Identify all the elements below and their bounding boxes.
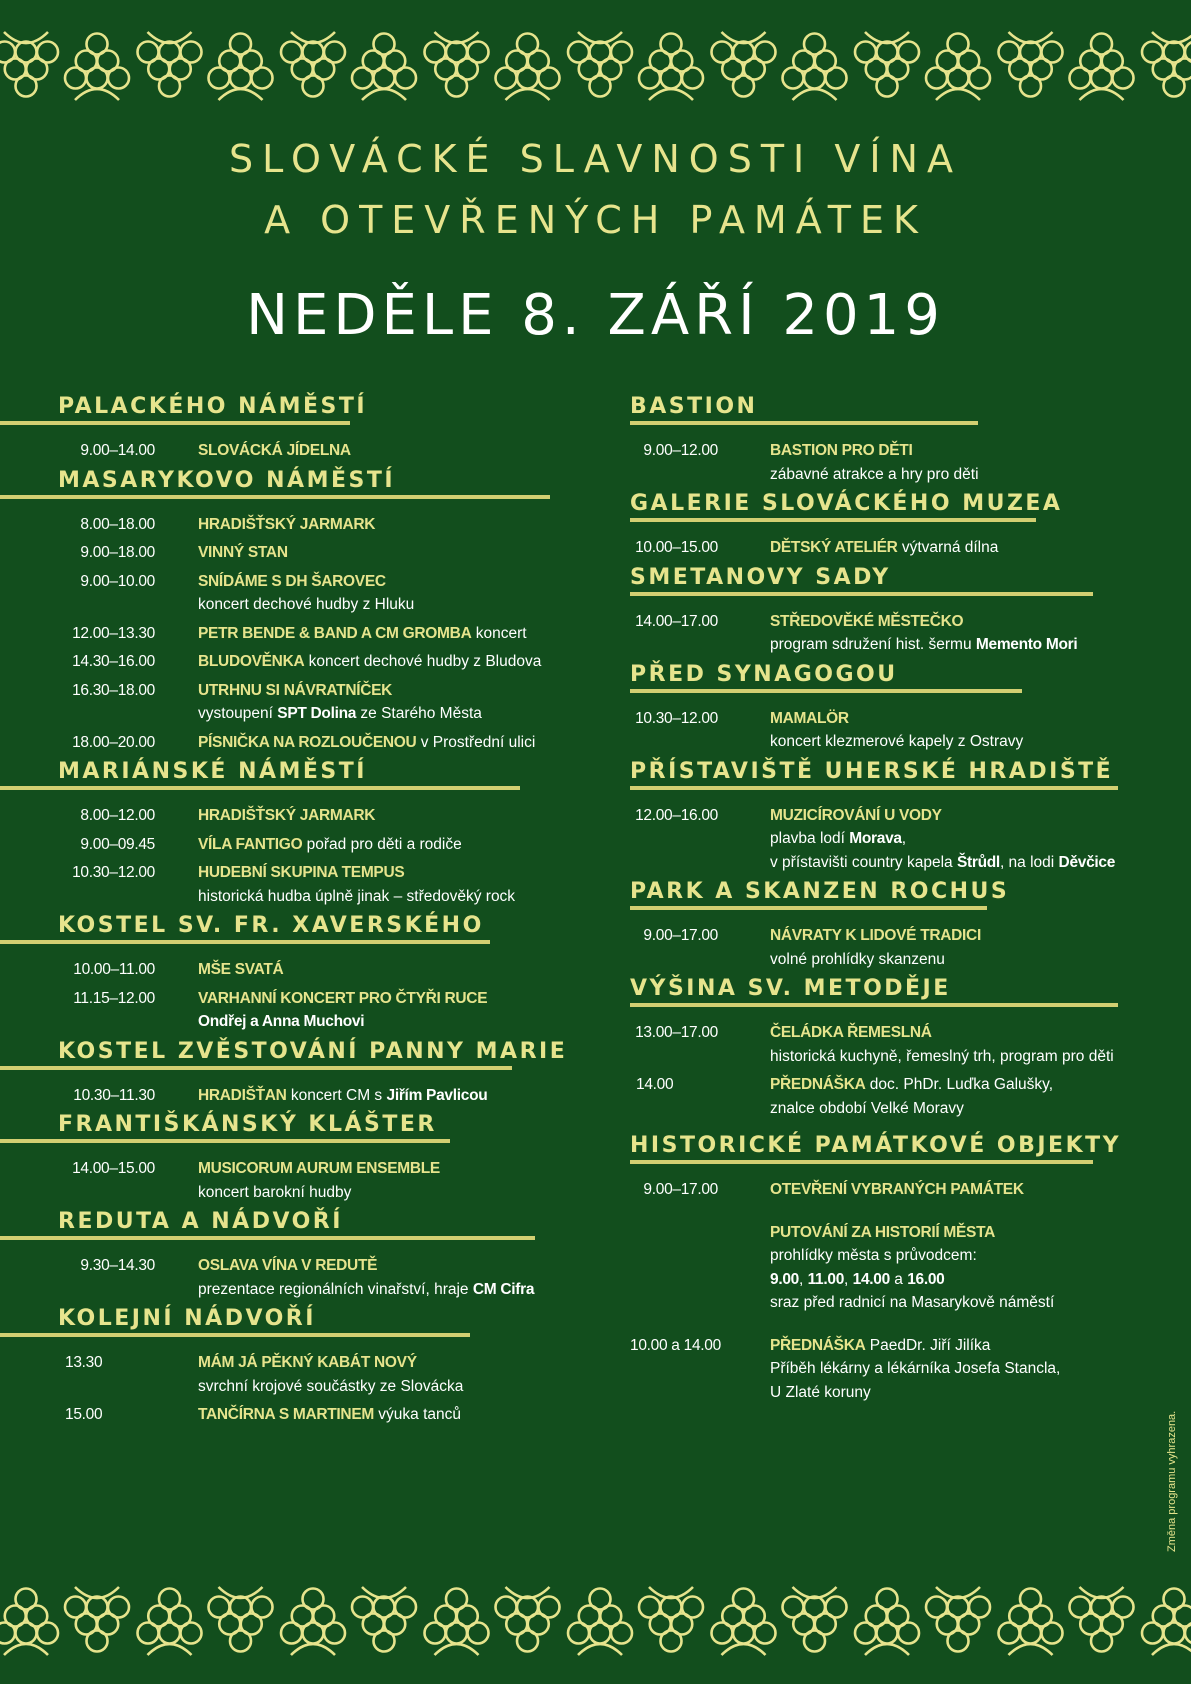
tour-time: 9.00: [770, 1270, 799, 1288]
venue-title: SMETANOVY SADY: [630, 564, 891, 590]
event-description: volné prohlídky skanzenu: [770, 950, 945, 968]
venue-rule: [630, 421, 978, 425]
grape-cluster-icon: [209, 1587, 273, 1652]
venue-rule: [0, 940, 490, 944]
venue-rule: [630, 786, 1118, 790]
event-description: vystoupení: [198, 705, 278, 722]
venue-bastion: [630, 388, 1170, 499]
event-description: sraz před radnicí na Masarykově náměstí: [770, 1294, 1055, 1311]
venue-rule: [630, 592, 1093, 596]
event-item: [0, 1351, 600, 1398]
event-item: [0, 1084, 600, 1108]
tour-time: 11.00: [807, 1270, 845, 1288]
event-name: PŘEDNÁŠKA: [770, 1336, 866, 1354]
grape-cluster-icon: [496, 1587, 560, 1652]
event-name: MAMALÖR: [770, 709, 849, 727]
venue-rule: [0, 1333, 470, 1337]
venue-title: FRANTIŠKÁNSKÝ KLÁŠTER: [58, 1112, 437, 1137]
event-item: [0, 439, 600, 463]
event-item: [0, 861, 600, 908]
event-name: OSLAVA VÍNA V REDUTĚ: [198, 1257, 378, 1274]
event-time: 9.00–17.00: [643, 927, 718, 944]
venue-smetanovy-sady: [630, 559, 1170, 670]
boat-name: Děvčice: [1058, 853, 1116, 871]
event-name: PUTOVÁNÍ ZA HISTORIÍ MĚSTA: [770, 1223, 996, 1241]
venue-title: REDUTA A NÁDVOŘÍ: [58, 1209, 343, 1234]
event-name: HRADIŠŤSKÝ JARMARK: [198, 807, 376, 824]
venue-title: GALERIE SLOVÁCKÉHO MUZEA: [630, 491, 1063, 516]
event-description: koncert barokní hudby: [198, 1183, 352, 1201]
venue-marianske-namesti: [0, 753, 600, 921]
event-time: 9.00–12.00: [643, 442, 718, 459]
event-time: 11.15–12.00: [73, 989, 155, 1007]
grape-cluster-icon: [999, 1589, 1063, 1656]
event-description: historická hudba úplně jinak – středověký rock: [198, 887, 516, 905]
venue-title: KOLEJNÍ NÁDVOŘÍ: [58, 1306, 316, 1331]
event-time: 10.00–11.00: [73, 961, 155, 978]
event-item: [0, 731, 600, 755]
event-time: 9.00–10.00: [80, 572, 155, 590]
grape-cluster-icon: [352, 1587, 416, 1652]
venue-frantiskansky-klaster: [0, 1106, 600, 1217]
grape-cluster-icon: [0, 32, 58, 97]
right-column: [630, 388, 1170, 1417]
event-description: , na lodi: [999, 853, 1059, 871]
grape-cluster-icon: [1142, 32, 1191, 97]
grape-cluster-icon: [639, 34, 703, 101]
event-item: [0, 570, 600, 617]
event-item: [630, 1073, 1170, 1120]
event-description: ,: [901, 830, 907, 847]
venue-title: MASARYKOVO NÁMĚSTÍ: [58, 467, 396, 493]
event-description: koncert dechové hudby z Bludova: [304, 653, 542, 670]
event-item: [0, 679, 600, 726]
event-description: doc. PhDr. Luďka Galušky,: [865, 1076, 1054, 1093]
event-time: 13.00–17.00: [635, 1024, 718, 1041]
grape-cluster-icon: [138, 1589, 202, 1656]
grape-cluster-icon: [425, 1589, 489, 1656]
event-description: prezentace regionálních vinařství, hraje: [198, 1280, 473, 1298]
event-item: [630, 924, 1170, 971]
grape-cluster-icon: [783, 34, 847, 101]
event-description: program sdružení hist. šermu: [770, 636, 976, 653]
performer-name: Jiřím Pavlicou: [386, 1086, 488, 1104]
grape-border-top: [0, 30, 1191, 102]
event-item: [0, 987, 600, 1034]
event-time: 14.00–15.00: [72, 1160, 155, 1177]
venue-pristaviste-uherske-hradiste: [630, 753, 1170, 888]
venue-rule: [630, 689, 1022, 693]
grape-cluster-icon: [568, 1589, 632, 1656]
event-description: U Zlaté koruny: [770, 1383, 871, 1401]
event-time: 14.30–16.00: [72, 653, 155, 670]
venue-rule: [0, 421, 350, 425]
venue-reduta-a-nadvori: [0, 1203, 600, 1314]
event-item: [0, 804, 600, 828]
event-name: TANČÍRNA S MARTINEM: [198, 1406, 374, 1423]
event-time: 10.30–12.00: [72, 864, 155, 881]
venue-title: PŘED SYNAGOGOU: [630, 661, 898, 687]
event-item: [0, 622, 600, 646]
event-item: [0, 1157, 600, 1204]
venue-title: VÝŠINA SV. METODĚJE: [630, 976, 951, 1001]
event-name: PŘEDNÁŠKA: [770, 1076, 866, 1093]
event-time: 9.00–09.45: [80, 835, 155, 853]
event-time: 14.00: [636, 1076, 674, 1093]
venue-rule: [630, 906, 987, 910]
event-item: [630, 610, 1170, 657]
venue-masarykovo-namesti: [0, 462, 600, 768]
venue-title: PALACKÉHO NÁMĚSTÍ: [58, 394, 368, 419]
event-time: 12.00–13.30: [72, 624, 155, 642]
event-description: koncert CM s: [286, 1086, 387, 1104]
event-time: 9.30–14.30: [80, 1257, 155, 1274]
grape-cluster-icon: [999, 32, 1063, 97]
grape-cluster-icon: [568, 32, 632, 97]
venue-kostel-sv-fr-xaverskeho: [0, 907, 600, 1047]
performer-name: CM Cifra: [472, 1280, 535, 1298]
event-name: MŠE SVATÁ: [198, 961, 284, 978]
event-description: prohlídky města s průvodcem:: [770, 1247, 977, 1264]
event-name: BLUDOVĚNKA: [198, 653, 305, 670]
event-name: VINNÝ STAN: [198, 544, 288, 561]
event-item: [630, 1021, 1170, 1068]
event-name: NÁVRATY K LIDOVÉ TRADICI: [770, 927, 981, 944]
event-description: a: [889, 1270, 908, 1288]
grape-cluster-icon: [855, 1589, 919, 1656]
grape-cluster-icon: [1070, 34, 1134, 101]
event-name: HRADIŠŤSKÝ JARMARK: [198, 515, 376, 533]
event-name: HUDEBNÍ SKUPINA TEMPUS: [198, 864, 405, 881]
venue-park-a-skanzen-rochus: [630, 873, 1170, 984]
event-time: 9.00–14.00: [80, 442, 155, 459]
event-name: VARHANNÍ KONCERT PRO ČTYŘI RUCE: [198, 989, 488, 1007]
event-name: BASTION PRO DĚTI: [770, 442, 913, 459]
event-item: [630, 439, 1170, 486]
performer-name: Memento Mori: [975, 636, 1078, 653]
venue-title: KOSTEL SV. FR. XAVERSKÉHO: [58, 913, 484, 938]
event-description: výtvarná dílna: [897, 539, 999, 556]
event-name: ČELÁDKA ŘEMESLNÁ: [770, 1024, 932, 1041]
event-description: koncert dechové hudby z Hluku: [198, 596, 415, 613]
event-time: 10.00–15.00: [635, 539, 718, 556]
performer-name: Štrůdl: [956, 853, 1000, 871]
event-name: MUZICÍROVÁNÍ U VODY: [770, 806, 942, 824]
grape-cluster-icon: [65, 1587, 129, 1652]
event-description: koncert klezmerové kapely z Ostravy: [770, 733, 1024, 750]
event-description: v Prostřední ulici: [416, 733, 536, 751]
event-description: plavba lodí: [770, 830, 850, 847]
venue-rule: [0, 1139, 450, 1143]
event-name: OTEVŘENÍ VYBRANÝCH PAMÁTEK: [770, 1181, 1024, 1198]
performer-name: Ondřej a Anna Muchovi: [198, 1013, 365, 1030]
event-time: 12.00–16.00: [635, 806, 718, 824]
grape-cluster-icon: [425, 32, 489, 97]
event-item: [0, 541, 600, 565]
tour-time: 14.00: [852, 1270, 890, 1288]
event-time: 14.00–17.00: [635, 612, 718, 630]
event-description: historická kuchyně, řemeslný trh, program pro děti: [770, 1047, 1114, 1065]
venue-rule: [630, 1160, 1093, 1164]
event-description: ,: [844, 1270, 853, 1288]
event-item: [0, 833, 600, 857]
event-name: UTRHNU SI NÁVRATNÍČEK: [198, 681, 393, 699]
venue-rule: [630, 518, 1036, 522]
venue-title: MARIÁNSKÉ NÁMĚSTÍ: [58, 759, 367, 784]
event-time: 8.00–18.00: [80, 515, 155, 533]
event-description: ze Starého Města: [356, 705, 482, 722]
event-description: svrchní krojové součástky ze Slovácka: [198, 1377, 464, 1395]
event-item: [0, 1254, 600, 1301]
venue-title: BASTION: [630, 394, 758, 419]
event-time: 10.30–11.30: [73, 1086, 155, 1104]
event-time: 18.00–20.00: [72, 733, 155, 751]
venue-title: KOSTEL ZVĚSTOVÁNÍ PANNY MARIE: [58, 1038, 568, 1064]
grape-cluster-icon: [352, 34, 416, 101]
event-time: 13.30: [65, 1354, 103, 1371]
grape-cluster-icon: [712, 1589, 776, 1656]
grape-cluster-icon: [1070, 1587, 1134, 1652]
event-name: STŘEDOVĚKÉ MĚSTEČKO: [770, 612, 964, 630]
event-time: 15.00: [65, 1406, 103, 1423]
event-date: NEDĚLE 8. ZÁŘÍ 2019: [246, 283, 945, 348]
grape-cluster-icon: [639, 1587, 703, 1652]
event-item: [0, 513, 600, 537]
event-item: [0, 650, 600, 674]
grape-cluster-icon: [1142, 1589, 1191, 1656]
event-name: HRADIŠŤAN: [198, 1086, 287, 1104]
event-description: výuka tanců: [373, 1406, 462, 1423]
left-column: [0, 388, 600, 1440]
festival-title-line2: A OTEVŘENÝCH PAMÁTEK: [264, 198, 927, 242]
venue-title: PARK A SKANZEN ROCHUS: [630, 879, 1010, 904]
program-change-note: Změna programu vyhrazena.: [1166, 1410, 1178, 1552]
event-name: PÍSNIČKA NA ROZLOUČENOU: [198, 733, 417, 751]
performer-name: SPT Dolina: [277, 705, 357, 722]
event-item: [0, 1403, 600, 1427]
event-name: MUSICORUM AURUM ENSEMBLE: [198, 1160, 440, 1177]
event-description: ,: [798, 1270, 808, 1288]
event-name: DĚTSKÝ ATELIÉR: [770, 539, 898, 556]
event-time: 10.30–12.00: [635, 709, 718, 727]
grape-cluster-icon: [783, 1587, 847, 1652]
tour-time: 16.00: [907, 1270, 945, 1288]
event-item: [630, 1221, 1170, 1315]
event-item: [630, 804, 1170, 875]
grape-cluster-icon: [712, 32, 776, 97]
event-name: SNÍDÁME S DH ŠAROVEC: [198, 572, 386, 590]
venue-rule: [0, 1066, 512, 1070]
festival-title-line1: SLOVÁCKÉ SLAVNOSTI VÍNA: [229, 137, 962, 181]
grape-cluster-icon: [926, 1587, 990, 1652]
venue-rule: [0, 1236, 535, 1240]
grape-cluster-icon: [855, 32, 919, 97]
event-time: 9.00–17.00: [643, 1181, 718, 1198]
venue-title: PŘÍSTAVIŠTĚ UHERSKÉ HRADIŠTĚ: [630, 758, 1114, 784]
event-description: v přístavišti country kapela: [770, 853, 957, 871]
venue-pred-synagogou: [630, 656, 1170, 767]
grape-cluster-icon: [281, 1589, 345, 1656]
grape-cluster-icon: [209, 34, 273, 101]
grape-cluster-icon: [281, 32, 345, 97]
venue-rule: [0, 495, 550, 499]
event-description: pořad pro děti a rodiče: [302, 835, 462, 853]
grape-cluster-icon: [496, 34, 560, 101]
event-description: koncert: [471, 624, 527, 642]
event-item: [630, 1178, 1170, 1202]
grape-cluster-icon: [926, 34, 990, 101]
event-time: 8.00–12.00: [80, 807, 155, 824]
event-name: SLOVÁCKÁ JÍDELNA: [198, 442, 351, 459]
event-name: MÁM JÁ PĚKNÝ KABÁT NOVÝ: [198, 1354, 417, 1371]
venue-title: HISTORICKÉ PAMÁTKOVÉ OBJEKTY: [630, 1133, 1122, 1158]
event-item: [0, 958, 600, 982]
event-time: 10.00 a 14.00: [630, 1336, 721, 1354]
event-item: [630, 707, 1170, 754]
venue-rule: [630, 1003, 1118, 1007]
event-description: znalce období Velké Moravy: [770, 1099, 964, 1117]
event-description: PaedDr. Jiří Jilíka: [865, 1336, 991, 1354]
event-time: 16.30–18.00: [72, 681, 155, 699]
venue-vysina-sv-metodeje: [630, 970, 1170, 1133]
event-time: 9.00–18.00: [80, 544, 155, 561]
grape-cluster-icon: [138, 32, 202, 97]
venue-kolejni-nadvori: [0, 1300, 600, 1440]
grape-cluster-icon: [65, 34, 129, 101]
event-name: VÍLA FANTIGO: [198, 835, 303, 853]
venue-rule: [0, 786, 520, 790]
event-description: zábavné atrakce a hry pro děti: [770, 465, 979, 483]
venue-historicke-pamatkove-objekty: [630, 1127, 1170, 1417]
event-description: Příběh lékárny a lékárníka Josefa Stancla,: [770, 1360, 1061, 1377]
grape-border-bottom: [0, 1585, 1191, 1657]
grape-cluster-icon: [0, 1589, 58, 1656]
event-item: [630, 536, 1170, 560]
boat-name: Morava: [849, 830, 902, 847]
event-name: PETR BENDE & BAND A CM GROMBA: [198, 624, 472, 642]
event-item: [630, 1334, 1170, 1405]
